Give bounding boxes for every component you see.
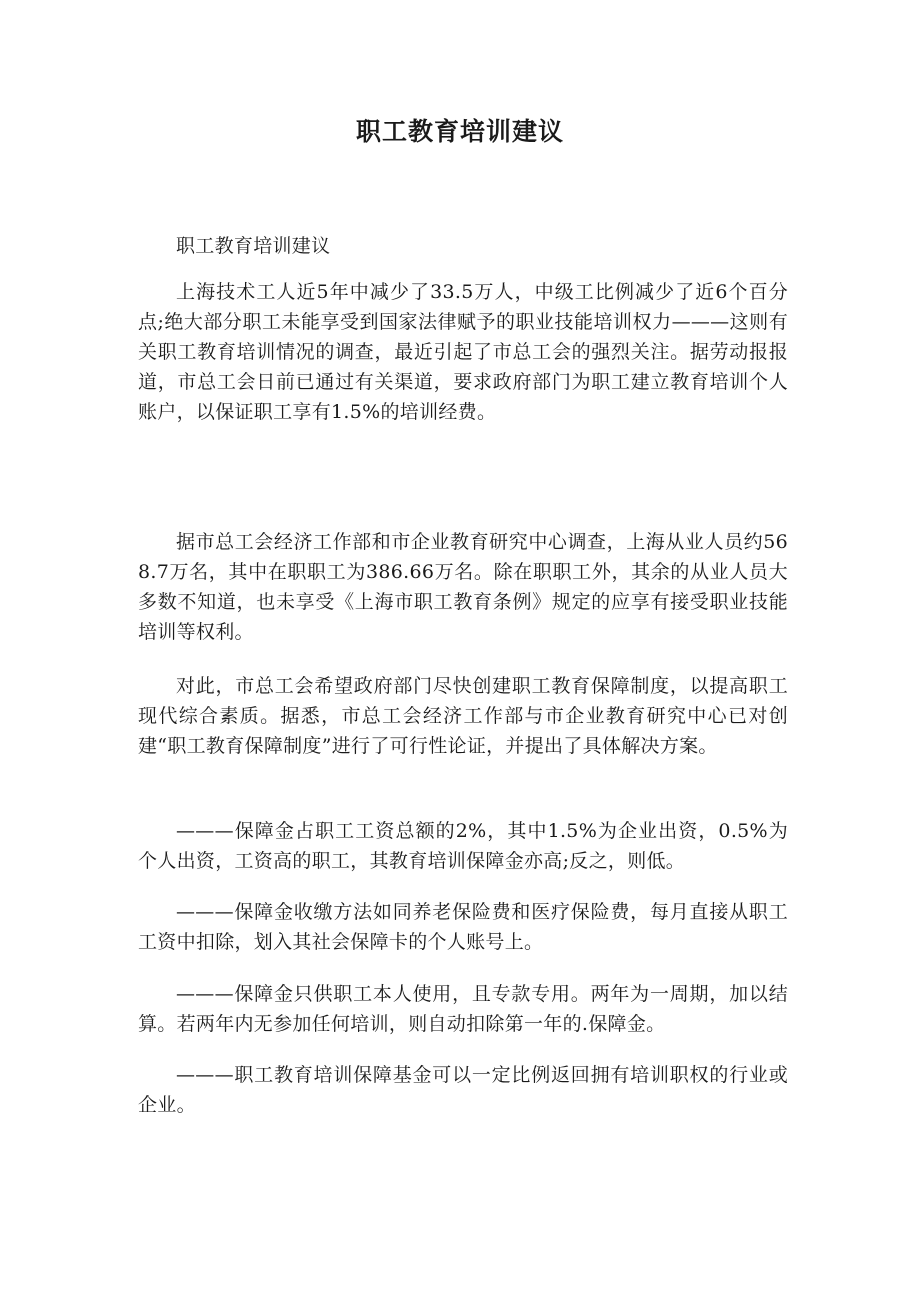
paragraph-3: 对此，市总工会希望政府部门尽快创建职工教育保障制度，以提高职工现代综合素质。据悉，市总工会经济工作部与市企业教育研究中心已对创建“职工教育保障制度”进行了可行性论证，并提出了具体解决方案。 bbox=[138, 675, 788, 757]
paragraph-5: ———保障金收缴方法如同养老保险费和医疗保险费，每月直接从职工工资中扣除，划入其社会保障卡的个人账号上。 bbox=[138, 901, 788, 953]
paragraph-1: 上海技术工人近5年中减少了33.5万人，中级工比例减少了近6个百分点;绝大部分职工未能享受到国家法律赋予的职业技能培训权力———这则有关职工教育培训情况的调查，最近引起了市总工会的强烈关注。据劳动报报道，市总工会日前已通过有关渠道，要求政府部门为职工建立教育培训个人账户，以保证职工享有1.5%的培训经费。 bbox=[138, 281, 788, 423]
paragraph-6: ———保障金只供职工本人使用，且专款专用。两年为一周期，加以结算。若两年内无参加任何培训，则自动扣除第一年的.保障金。 bbox=[138, 983, 788, 1035]
document-title: 职工教育培训建议 bbox=[355, 117, 564, 146]
paragraph-2: 据市总工会经济工作部和市企业教育研究中心调查，上海从业人员约568.7万名，其中在职职工为386.66万名。除在职职工外，其余的从业人员大多数不知道，也未享受《上海市职工教育条例》规定的应享有接受职业技能培训等权利。 bbox=[138, 531, 788, 643]
paragraph-4: ———保障金占职工工资总额的2%，其中1.5%为企业出资，0.5%为个人出资，工资高的职工，其教育培训保障金亦高;反之，则低。 bbox=[138, 820, 788, 872]
document-subheading: 职工教育培训建议 bbox=[176, 235, 331, 257]
paragraph-7: ———职工教育培训保障基金可以一定比例返回拥有培训职权的行业或企业。 bbox=[138, 1064, 788, 1116]
